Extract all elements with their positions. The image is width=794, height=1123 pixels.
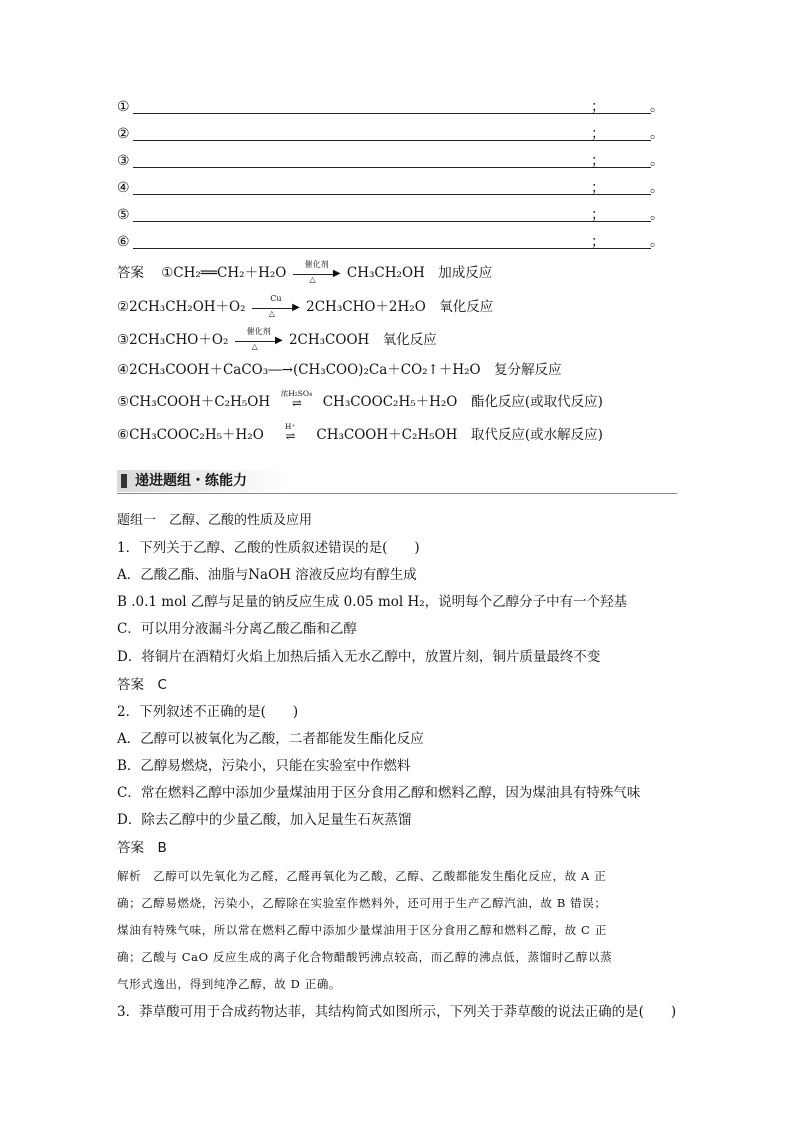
reaction-1-products: CH₃CH₂OH 加成反应 bbox=[346, 265, 493, 281]
q1-option-a[interactable]: A．乙酸乙酯、油脂与NaOH 溶液反应均有醇生成 bbox=[117, 567, 417, 583]
reaction-arrow: Cu ▶ △ bbox=[252, 298, 300, 318]
blank-number: ⑤ bbox=[117, 207, 130, 223]
answer-blank[interactable] bbox=[489, 167, 651, 168]
answer-reaction-2 bbox=[117, 293, 494, 318]
reaction-5-reactants: ⑤CH₃COOH＋C₂H₅OH bbox=[117, 394, 271, 410]
blank-row-6 bbox=[117, 232, 677, 252]
reaction-3-products: 2CH₃COOH 氧化反应 bbox=[288, 332, 437, 348]
condition-bottom: △ bbox=[309, 274, 316, 284]
reaction-6-products: CH₃COOH＋C₂H₅OH 取代反应(或水解反应) bbox=[316, 427, 603, 443]
condition-top: H⁺ bbox=[284, 421, 296, 431]
q1-stem: 1．下列关于乙醇、乙酸的性质叙述错误的是( ) bbox=[117, 540, 420, 556]
reaction-6-reactants: ⑥CH₃COOC₂H₅＋H₂O bbox=[117, 427, 264, 443]
reaction-4-text: ④2CH₃COOH＋CaCO₃―→(CH₃COO)₂Ca＋CO₂↑＋H₂O 复分解反应 bbox=[117, 362, 562, 378]
condition-top: Cu bbox=[270, 293, 282, 303]
answer-blank[interactable] bbox=[489, 221, 651, 222]
semicolon: ； bbox=[591, 207, 605, 223]
blank-row-2 bbox=[117, 124, 677, 144]
semicolon: ； bbox=[591, 126, 605, 142]
blank-row-4 bbox=[117, 178, 677, 198]
reaction-2-reactants: ②2CH₃CH₂OH＋O₂ bbox=[117, 299, 246, 315]
q2-analysis-line-5: 气形式逸出，得到纯净乙醇，故 D 正确。 bbox=[117, 977, 342, 991]
q1-option-b[interactable]: B .0.1 mol 乙醇与足量的钠反应生成 0.05 mol H₂，说明每个乙醇分子中有一个羟基 bbox=[117, 594, 628, 610]
semicolon: ； bbox=[591, 180, 605, 196]
blank-row-3 bbox=[117, 151, 677, 171]
period: 。 bbox=[650, 207, 664, 223]
answer-reaction-5 bbox=[117, 388, 603, 412]
answer-blank[interactable] bbox=[489, 113, 651, 114]
condition-top: 催化剂 bbox=[304, 259, 329, 269]
blank-number: ③ bbox=[117, 153, 130, 169]
reaction-1-reactants: ①CH₂══CH₂＋H₂O bbox=[161, 265, 287, 281]
answer-blank[interactable] bbox=[489, 194, 651, 195]
blank-number: ④ bbox=[117, 180, 130, 196]
group-heading: 题组一 乙醇、乙酸的性质及应用 bbox=[117, 513, 313, 528]
answer-blank[interactable] bbox=[489, 140, 651, 141]
answer-reaction-6 bbox=[117, 421, 603, 445]
condition-top: 浓H₂SO₄ bbox=[280, 388, 313, 398]
period: 。 bbox=[650, 234, 664, 250]
q2-option-d[interactable]: D．除去乙醇中的少量乙酸，加入足量生石灰蒸馏 bbox=[117, 812, 412, 828]
semicolon: ； bbox=[591, 153, 605, 169]
section-header bbox=[117, 470, 677, 492]
equilibrium-glyph: ⇌ bbox=[291, 395, 301, 410]
reaction-arrow: 催化剂 ▶ △ bbox=[235, 331, 283, 351]
reaction-3-reactants: ③2CH₃CHO＋O₂ bbox=[117, 332, 229, 348]
reaction-5-products: CH₃COOC₂H₅＋H₂O 酯化反应(或取代反应) bbox=[322, 394, 603, 410]
equilibrium-arrow bbox=[274, 388, 318, 413]
q2-analysis-line-3: 煤油有特殊气味，所以常在燃料乙醇中添加少量煤油用于区分食用乙醇和燃料乙醇，故 C 正 bbox=[117, 923, 607, 937]
blank-number: ① bbox=[117, 99, 130, 115]
answer-blank[interactable] bbox=[489, 248, 651, 249]
condition-top: 催化剂 bbox=[246, 326, 271, 336]
blank-row-1 bbox=[117, 97, 677, 117]
reaction-2-products: 2CH₃CHO＋2H₂O 氧化反应 bbox=[306, 299, 494, 315]
q1-answer: 答案 C bbox=[117, 677, 167, 693]
reaction-arrow: 催化剂 ▶ △ bbox=[293, 264, 341, 284]
blank-number: ② bbox=[117, 126, 130, 142]
section-title: 递进题组・练能力 bbox=[135, 473, 247, 489]
equilibrium-glyph: ⇌ bbox=[285, 428, 295, 443]
q1-option-c[interactable]: C．可以用分液漏斗分离乙酸乙酯和乙醇 bbox=[117, 621, 357, 637]
q2-analysis-line-2: 确；乙醇易燃烧，污染小，乙醇除在实验室作燃料外，还可用于生产乙醇汽油，故 B 错误； bbox=[117, 896, 607, 910]
answer-reaction-4 bbox=[117, 360, 562, 380]
q2-stem: 2．下列叙述不正确的是( ) bbox=[117, 704, 299, 720]
answer-label: 答案 bbox=[117, 265, 144, 281]
semicolon: ； bbox=[591, 99, 605, 115]
q2-analysis-line-1: 解析 乙醇可以先氧化为乙醛，乙醛再氧化为乙酸，乙醇、乙酸都能发生酯化反应，故 A 正 bbox=[117, 869, 607, 883]
q2-option-c[interactable]: C．常在燃料乙醇中添加少量煤油用于区分食用乙醇和燃料乙醇，因为煤油具有特殊气味 bbox=[117, 785, 641, 801]
answer-reaction-1 bbox=[117, 259, 493, 284]
q1-option-d[interactable]: D．将铜片在酒精灯火焰上加热后插入无水乙醇中，放置片刻，铜片质量最终不变 bbox=[117, 649, 601, 665]
q2-answer: 答案 B bbox=[117, 840, 167, 856]
semicolon: ； bbox=[591, 234, 605, 250]
answer-reaction-3 bbox=[117, 326, 437, 351]
q3-stem: 3．莽草酸可用于合成药物达菲，其结构简式如图所示，下列关于莽草酸的说法正确的是( ) bbox=[117, 1004, 677, 1020]
period: 。 bbox=[650, 153, 664, 169]
blank-row-5 bbox=[117, 205, 677, 225]
section-marker-icon bbox=[121, 474, 127, 488]
condition-bottom: △ bbox=[268, 308, 275, 318]
q2-option-a[interactable]: A．乙醇可以被氧化为乙酸，二者都能发生酯化反应 bbox=[117, 731, 424, 747]
equilibrium-arrow bbox=[268, 421, 312, 446]
q2-option-b[interactable]: B．乙醇易燃烧，污染小，只能在实验室中作燃料 bbox=[117, 758, 411, 774]
condition-bottom: △ bbox=[251, 341, 258, 351]
period: 。 bbox=[650, 99, 664, 115]
blank-number: ⑥ bbox=[117, 234, 130, 250]
period: 。 bbox=[650, 180, 664, 196]
period: 。 bbox=[650, 126, 664, 142]
q2-analysis-line-4: 确；乙酸与 CaO 反应生成的离子化合物醋酸钙沸点较高，而乙醇的沸点低，蒸馏时乙醇以蒸 bbox=[117, 950, 613, 964]
